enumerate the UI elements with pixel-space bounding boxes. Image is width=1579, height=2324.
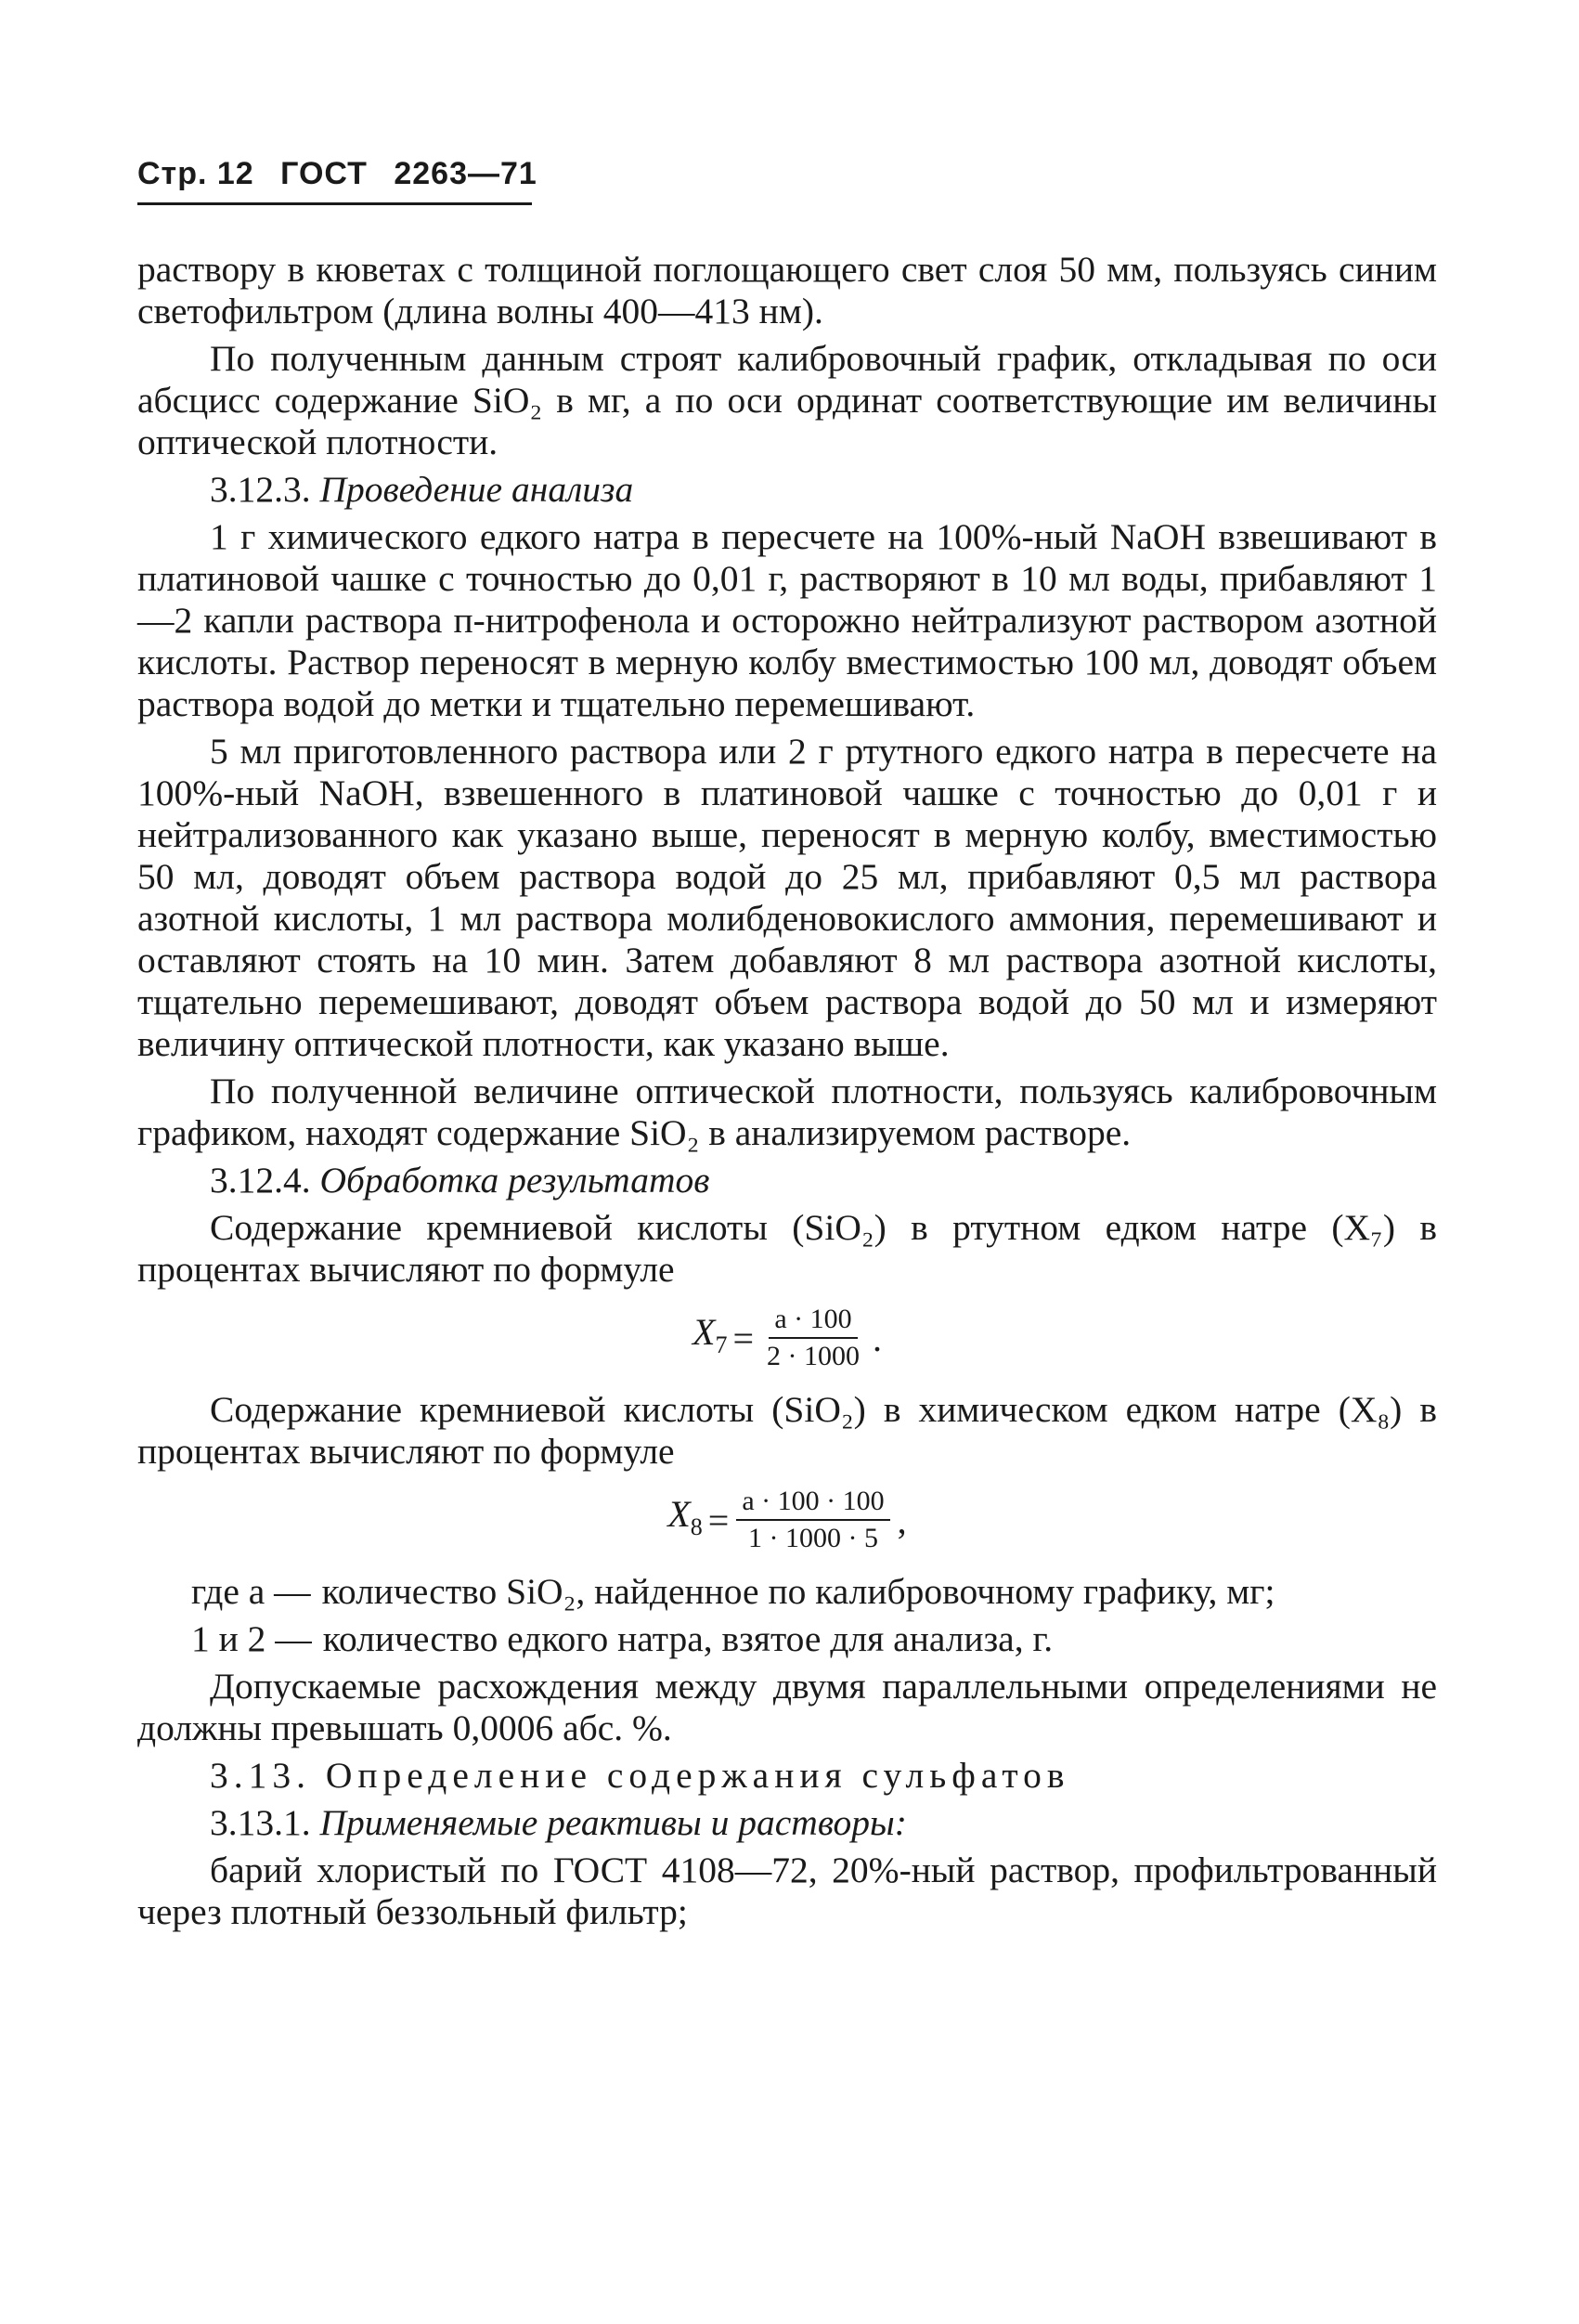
document-body	[137, 249, 1437, 1939]
section-number: 3.12.3.	[210, 469, 311, 510]
definition-row	[137, 1618, 1437, 1660]
paragraph: Содержание кремниевой кислоты (SiO₂) в химическом едком натре (X₈) в процентах вычисляют по формуле	[137, 1389, 1437, 1472]
formula-x7	[137, 1304, 1437, 1372]
formula-lhs: $X_7$	[692, 1310, 728, 1358]
denominator: 1 · 1000 · 5	[748, 1523, 878, 1553]
equals-sign: =	[732, 1317, 754, 1359]
definition-row	[137, 1571, 1437, 1613]
numerator: a · 100 · 100	[736, 1486, 889, 1521]
paragraph: 1 г химического едкого натра в пересчете на 100%-ный NaOH взвешивают в платиновой чашке с точностью до 0,01 г, растворяют в 10 мл воды, прибавляют 1—2 капли раствора п-нитрофенола и осторожно нейтрализуют раствором азотной кислоты. Раствор переносят в мерную колбу вместимостью 100 мл, доводят объем раствора водой до метки и тщательно перемешивают.	[137, 516, 1437, 724]
paragraph: 5 мл приготовленного раствора или 2 г ртутного едкого натра в пересчете на 100%-ный NaOH, взвешенного в платиновой чашке с точностью до 0,01 г и нейтрализованного как указано выше, переносят в мерную колбу, вместимостью 50 мл, доводят объем раствора водой до 25 мл, прибавляют 0,5 мл раствора азотной кислоты, 1 мл раствора молибденовокислого аммония, перемешивают и оставляют стоять на 10 мин. Затем добавляют 8 мл раствора азотной кислоты, тщательно перемешивают, доводят объем раствора водой до 50 мл и измеряют величину оптической плотности, как указано выше.	[137, 731, 1437, 1064]
definition-term: 1 и 2 —	[191, 1618, 312, 1659]
section-heading: 3.13. Определение содержания сульфатов	[210, 1755, 1070, 1796]
denominator: 2 · 1000	[767, 1341, 860, 1371]
definition-term: где a —	[191, 1571, 311, 1612]
standard-number: 2263—71	[394, 156, 537, 191]
section-title: Проведение анализа	[319, 469, 634, 510]
section-title: Обработка результатов	[319, 1160, 710, 1201]
paragraph: Содержание кремниевой кислоты (SiO₂) в ртутном едком натре (X₇) в процентах вычисляют по формуле	[137, 1207, 1437, 1290]
formula-x8	[137, 1486, 1437, 1554]
equals-sign: =	[707, 1499, 730, 1541]
section-title: Применяемые реактивы и растворы:	[319, 1802, 907, 1843]
formula-lhs: $X_8$	[667, 1492, 703, 1540]
page-header	[137, 156, 554, 192]
standard-label: ГОСТ	[280, 156, 368, 191]
paragraph: Допускаемые расхождения между двумя параллельными определениями не должны превышать 0,0006 абс. %.	[137, 1666, 1437, 1748]
fraction	[761, 1304, 865, 1372]
numerator: a · 100	[769, 1304, 857, 1339]
section-heading	[137, 1802, 1437, 1844]
section-number: 3.13.1.	[210, 1802, 311, 1843]
paragraph: барий хлористый по ГОСТ 4108—72, 20%-ный раствор, профильтрованный через плотный беззольный фильтр;	[137, 1850, 1437, 1932]
formula-punctuation: ,	[897, 1499, 907, 1541]
section-heading	[137, 469, 1437, 511]
formula-punctuation: .	[873, 1317, 882, 1359]
header-rule	[137, 202, 532, 205]
fraction	[736, 1486, 889, 1554]
section-number: 3.12.4.	[210, 1160, 311, 1201]
definition-text: количество SiO₂, найденное по калибровочному графику, мг;	[321, 1571, 1275, 1612]
page-number: Стр. 12	[137, 156, 254, 191]
paragraph: раствору в кюветах с толщиной поглощающего свет слоя 50 мм, пользуясь синим светофильтром (длина волны 400—413 нм).	[137, 249, 1437, 331]
section-heading	[137, 1160, 1437, 1201]
paragraph: По полученной величине оптической плотности, пользуясь калибровочным графиком, находят содержание SiO₂ в анализируемом растворе.	[137, 1071, 1437, 1153]
paragraph: По полученным данным строят калибровочный график, откладывая по оси абсцисс содержание SiO₂ в мг, а по оси ординат соответствующие им величины оптической плотности.	[137, 338, 1437, 462]
definition-text: количество едкого натра, взятое для анализа, г.	[322, 1618, 1054, 1659]
